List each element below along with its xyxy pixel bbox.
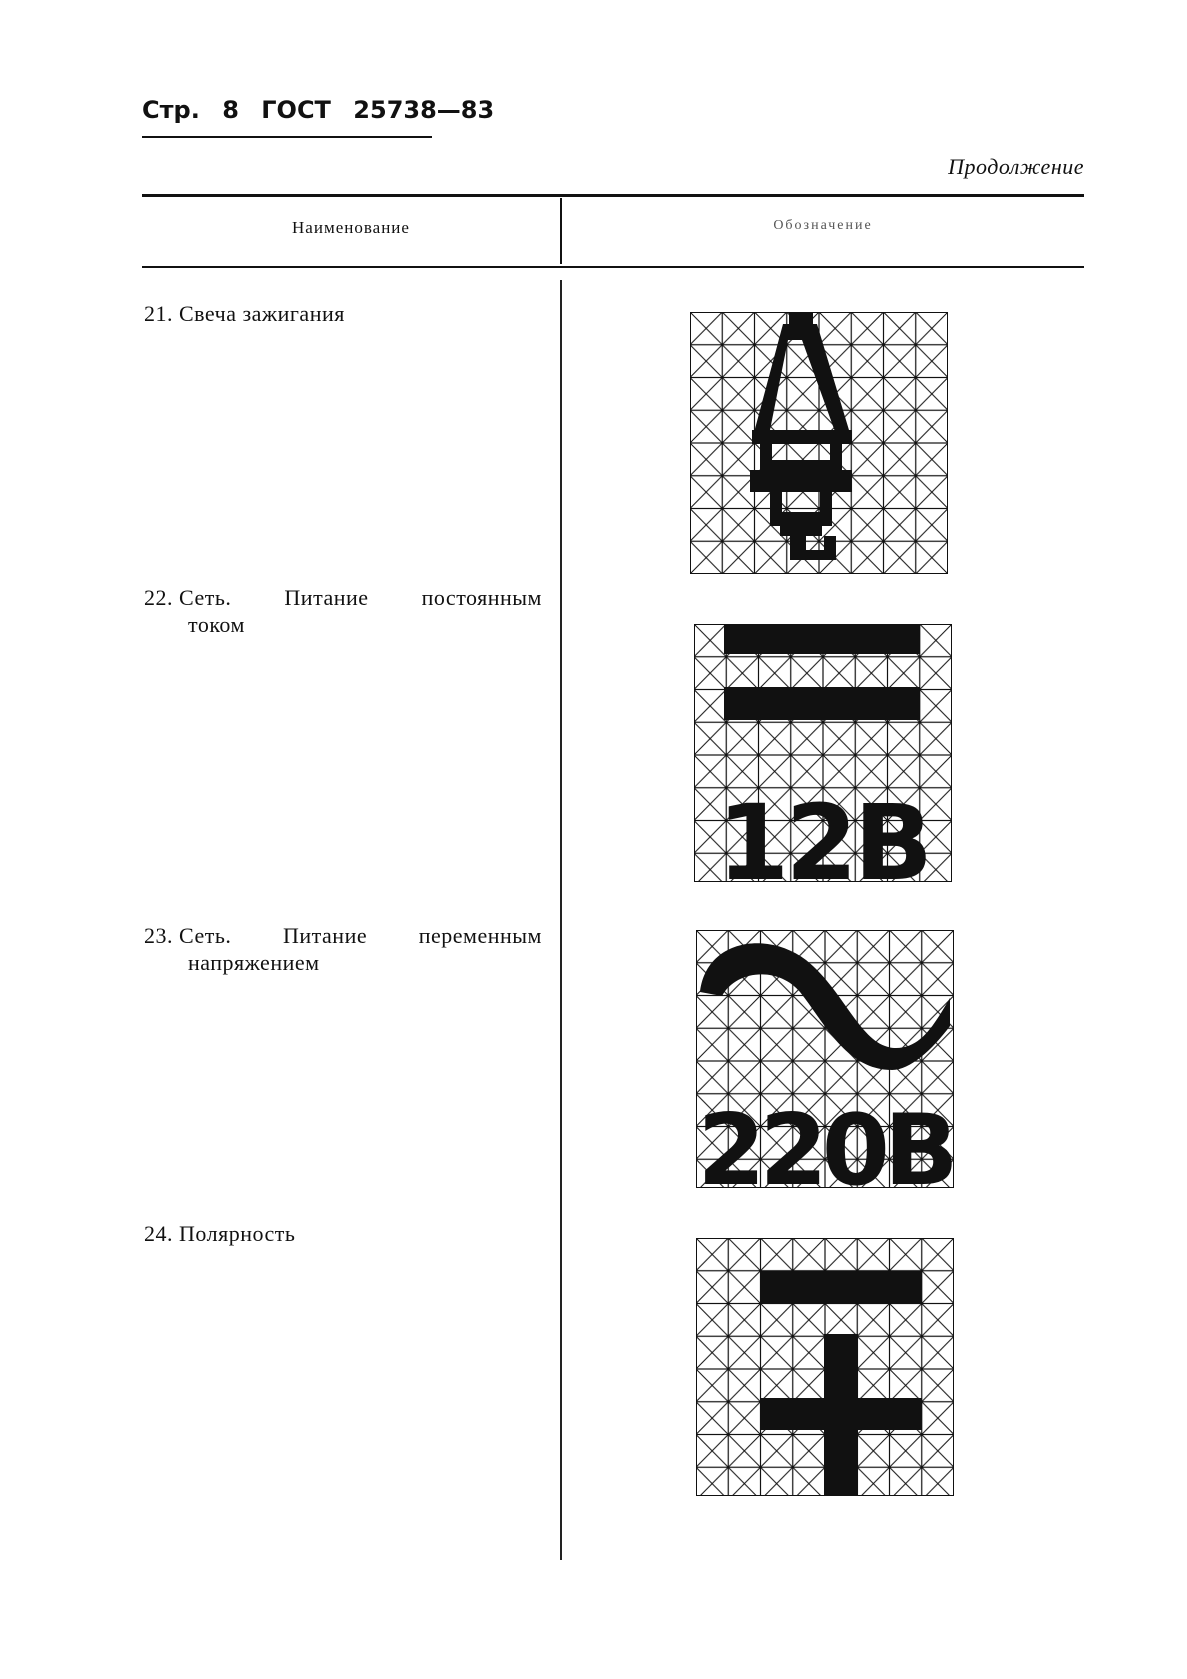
row-name bbox=[144, 584, 542, 611]
row-number: 23. bbox=[144, 923, 173, 948]
column-divider bbox=[560, 280, 562, 1560]
row-name-word: Питание bbox=[284, 585, 369, 610]
table-row bbox=[144, 922, 542, 976]
row-name bbox=[144, 300, 542, 327]
row-name-word: переменным bbox=[418, 923, 542, 948]
row-name-word: Питание bbox=[282, 923, 368, 948]
column-header-name: Наименование bbox=[292, 218, 410, 237]
standard-label: ГОСТ bbox=[261, 96, 331, 124]
alternating-current-icon bbox=[696, 930, 954, 1188]
table-row bbox=[144, 1220, 542, 1247]
column-header-symbol: Обозначение bbox=[773, 218, 873, 233]
row-name-text: Полярность bbox=[179, 1221, 296, 1246]
page-number: 8 bbox=[222, 96, 239, 124]
row-number: 24. bbox=[144, 1221, 173, 1246]
row-number: 22. bbox=[144, 585, 173, 610]
table-row bbox=[144, 584, 542, 638]
row-name bbox=[144, 922, 542, 949]
polarity-icon bbox=[696, 1238, 954, 1496]
row-name-word: Сеть. bbox=[179, 923, 232, 948]
row-name-word: постоянным bbox=[421, 585, 542, 610]
symbol-text-220v: 220В bbox=[697, 1094, 953, 1188]
spark-plug-icon bbox=[690, 312, 948, 574]
continuation-label: Продолжение bbox=[948, 154, 1084, 179]
symbol-text-12v: 12В bbox=[717, 782, 929, 882]
row-name-text: Свеча зажигания bbox=[179, 301, 345, 326]
table-top-rule bbox=[142, 194, 1084, 197]
column-divider-header bbox=[560, 198, 562, 264]
table-row bbox=[144, 300, 542, 327]
page-header bbox=[142, 96, 495, 138]
table-header-rule bbox=[142, 266, 1084, 268]
row-name-continuation: током bbox=[188, 612, 245, 637]
page-label: Стр. bbox=[142, 96, 200, 124]
direct-current-icon bbox=[694, 624, 952, 882]
row-name-continuation: напряжением bbox=[188, 950, 320, 975]
standard-number: 25738—83 bbox=[353, 96, 495, 124]
row-name-word: Сеть. bbox=[179, 585, 232, 610]
row-number: 21. bbox=[144, 301, 173, 326]
row-name bbox=[144, 1220, 542, 1247]
